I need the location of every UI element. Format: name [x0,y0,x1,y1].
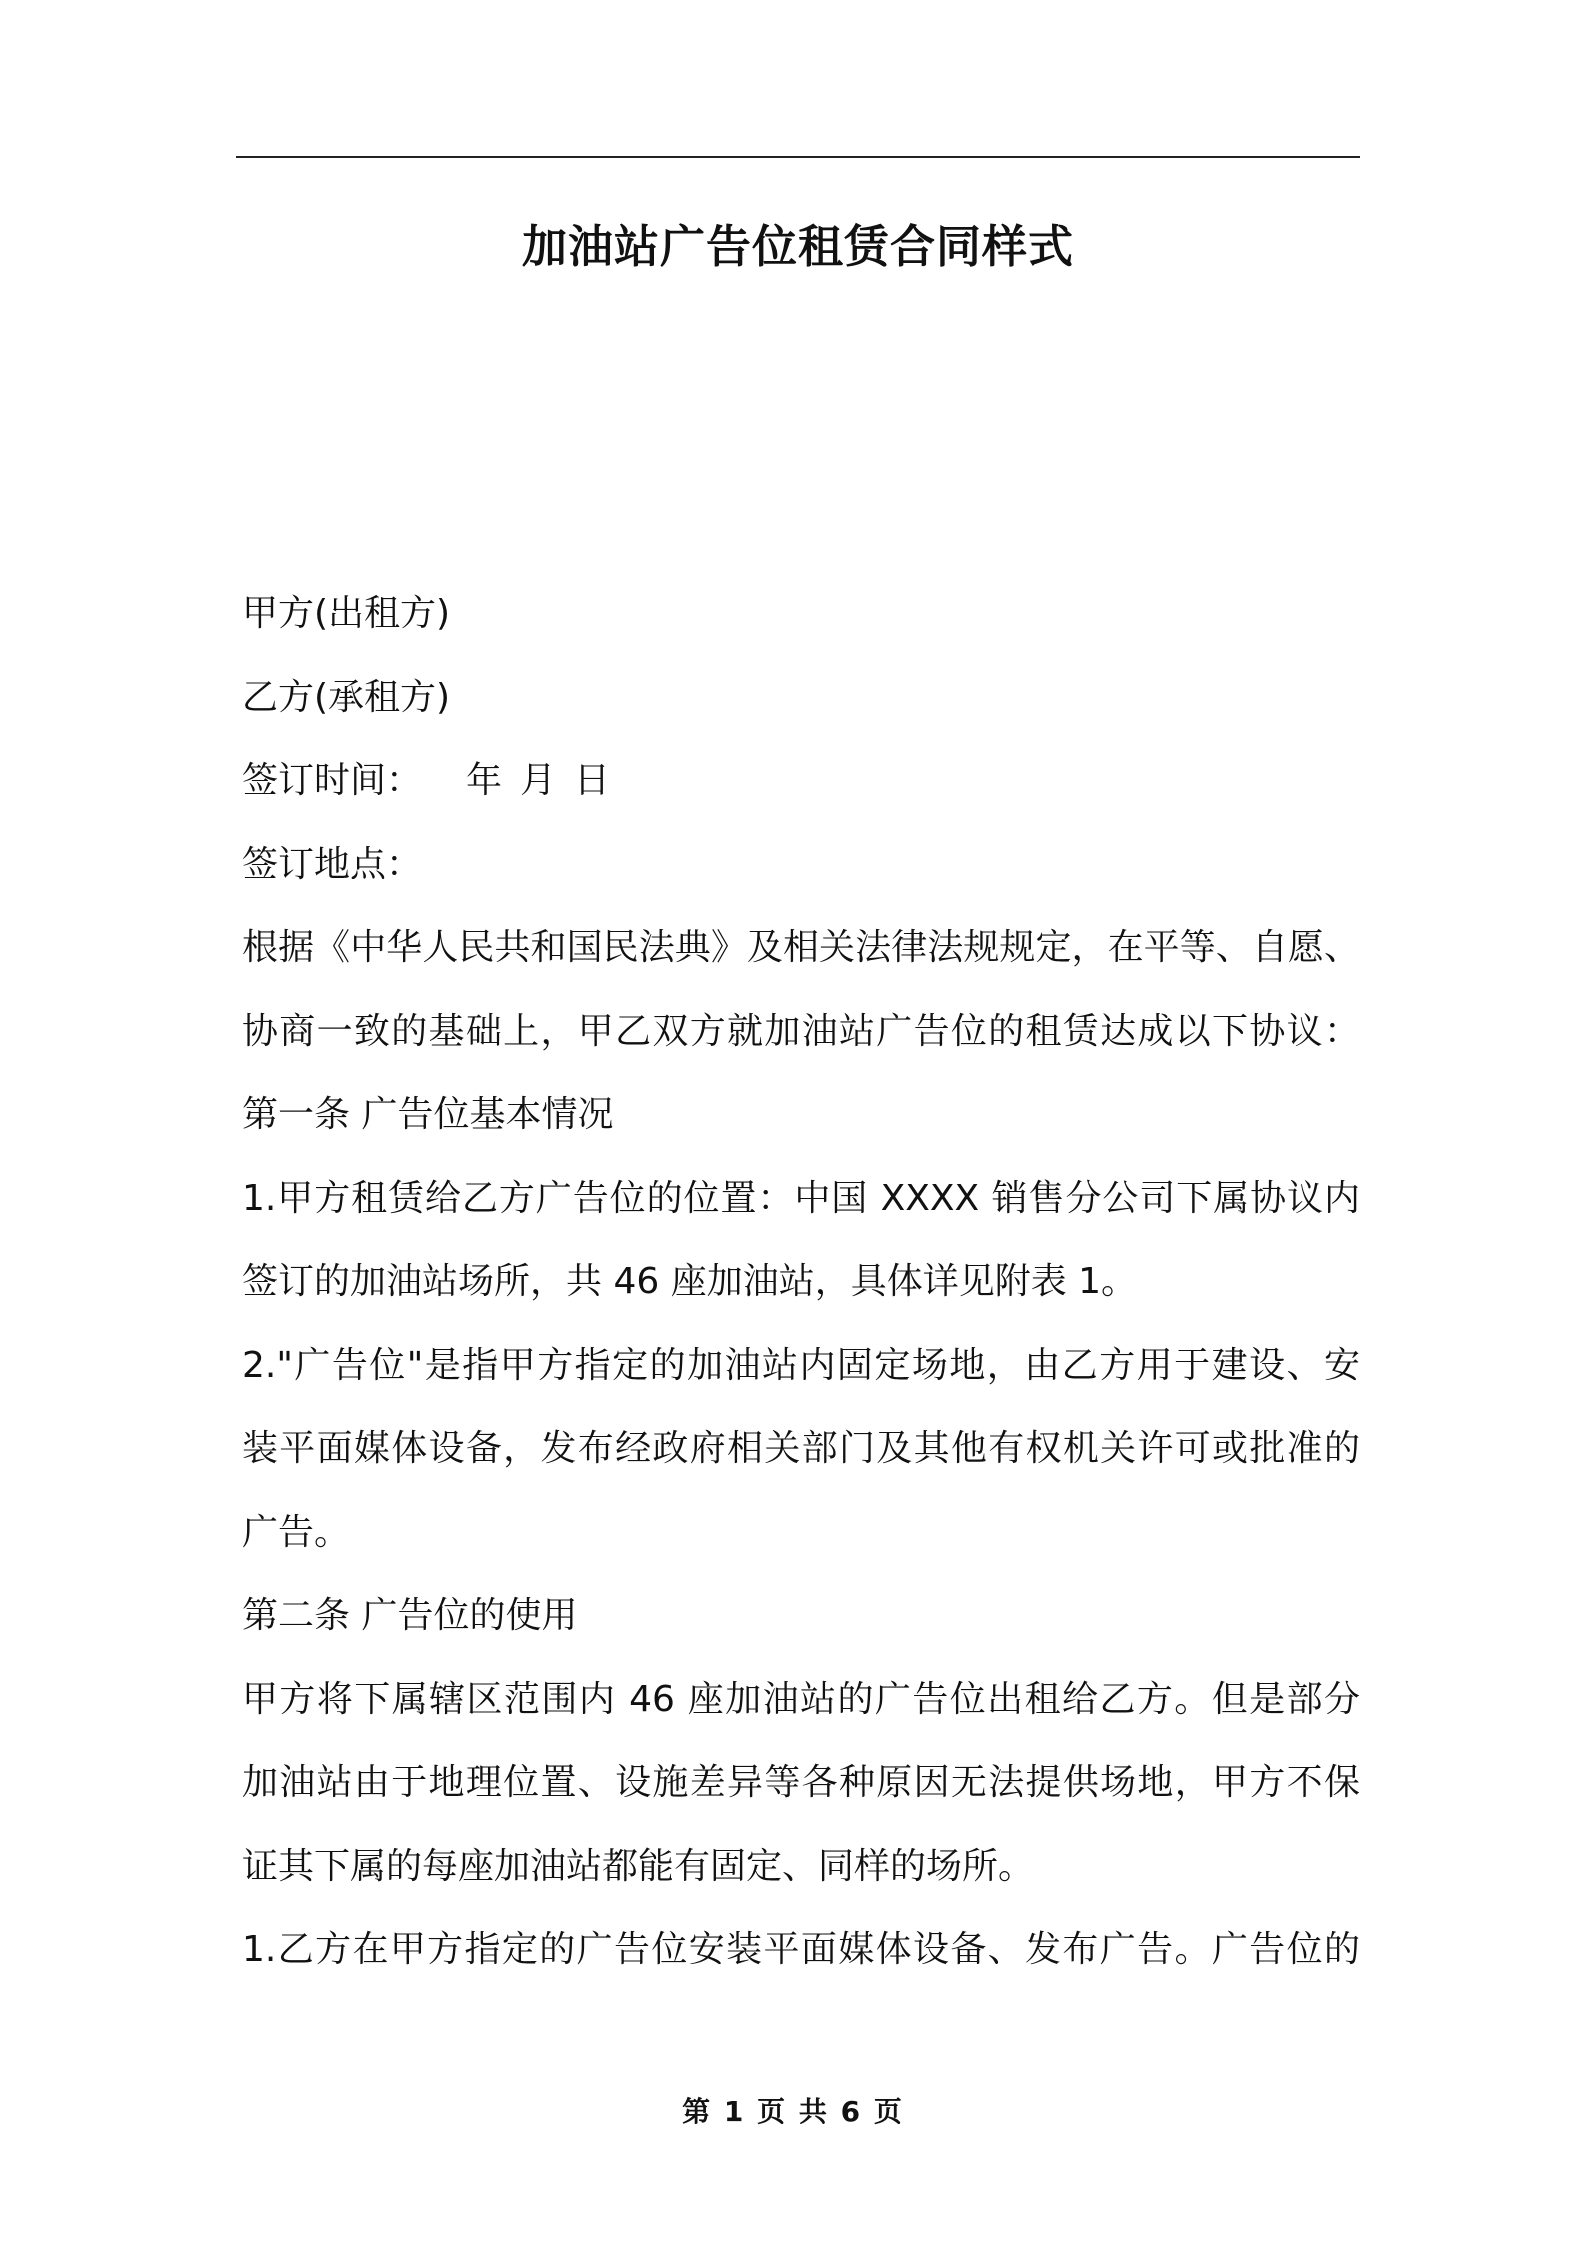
paragraph-line: 根据《中华人民共和国民法典》及相关法律法规规定，在平等、自愿、 [242,927,1360,968]
sign-time-line [242,739,1360,823]
paragraph-line: 加油站由于地理位置、设施差异等各种原因无法提供场地，甲方不保 [242,1762,1360,1803]
paragraph-line: 1.甲方租赁给乙方广告位的位置：中国 XXXX 销售分公司下属协议内 [242,1177,1360,1219]
section-heading: 第一条 广告位基本情况 [242,1094,614,1135]
paragraph-line: 2."广告位"是指甲方指定的加油站内固定场地，由乙方用于建设、安 [242,1344,1360,1386]
sign-time-day: 日 [574,760,611,801]
sign-time-year: 年 [466,760,503,801]
page-number-footer: 第 1 页 共 6 页 [682,2095,904,2128]
paragraph-line: 装平面媒体设备，发布经政府相关部门及其他有权机关许可或批准的 [242,1428,1360,1469]
sign-time-month: 月 [520,760,557,801]
paragraph-line: 1.乙方在甲方指定的广告位安装平面媒体设备、发布广告。广告位的 [242,1929,1360,1970]
sign-place-line: 签订地点： [242,843,423,885]
party-a-line: 甲方(出租方) [242,593,451,634]
document-title: 加油站广告位租赁合同样式 [521,220,1074,273]
header-rule [236,156,1360,158]
document-body [242,572,1360,1992]
paragraph-line: 协商一致的基础上，甲乙双方就加油站广告位的租赁达成以下协议： [242,1010,1360,1052]
paragraph-line: 签订的加油站场所，共 46 座加油站，具体详见附表 1。 [242,1261,1138,1302]
paragraph-line: 证其下属的每座加油站都能有固定、同样的场所。 [242,1845,1035,1887]
sign-time-label: 签订时间： [242,760,423,801]
party-b-line: 乙方(承租方) [242,676,451,718]
section-heading: 第二条 广告位的使用 [242,1595,578,1636]
paragraph-line: 广告。 [242,1511,351,1553]
paragraph-line: 甲方将下属辖区范围内 46 座加油站的广告位出租给乙方。但是部分 [242,1678,1360,1720]
